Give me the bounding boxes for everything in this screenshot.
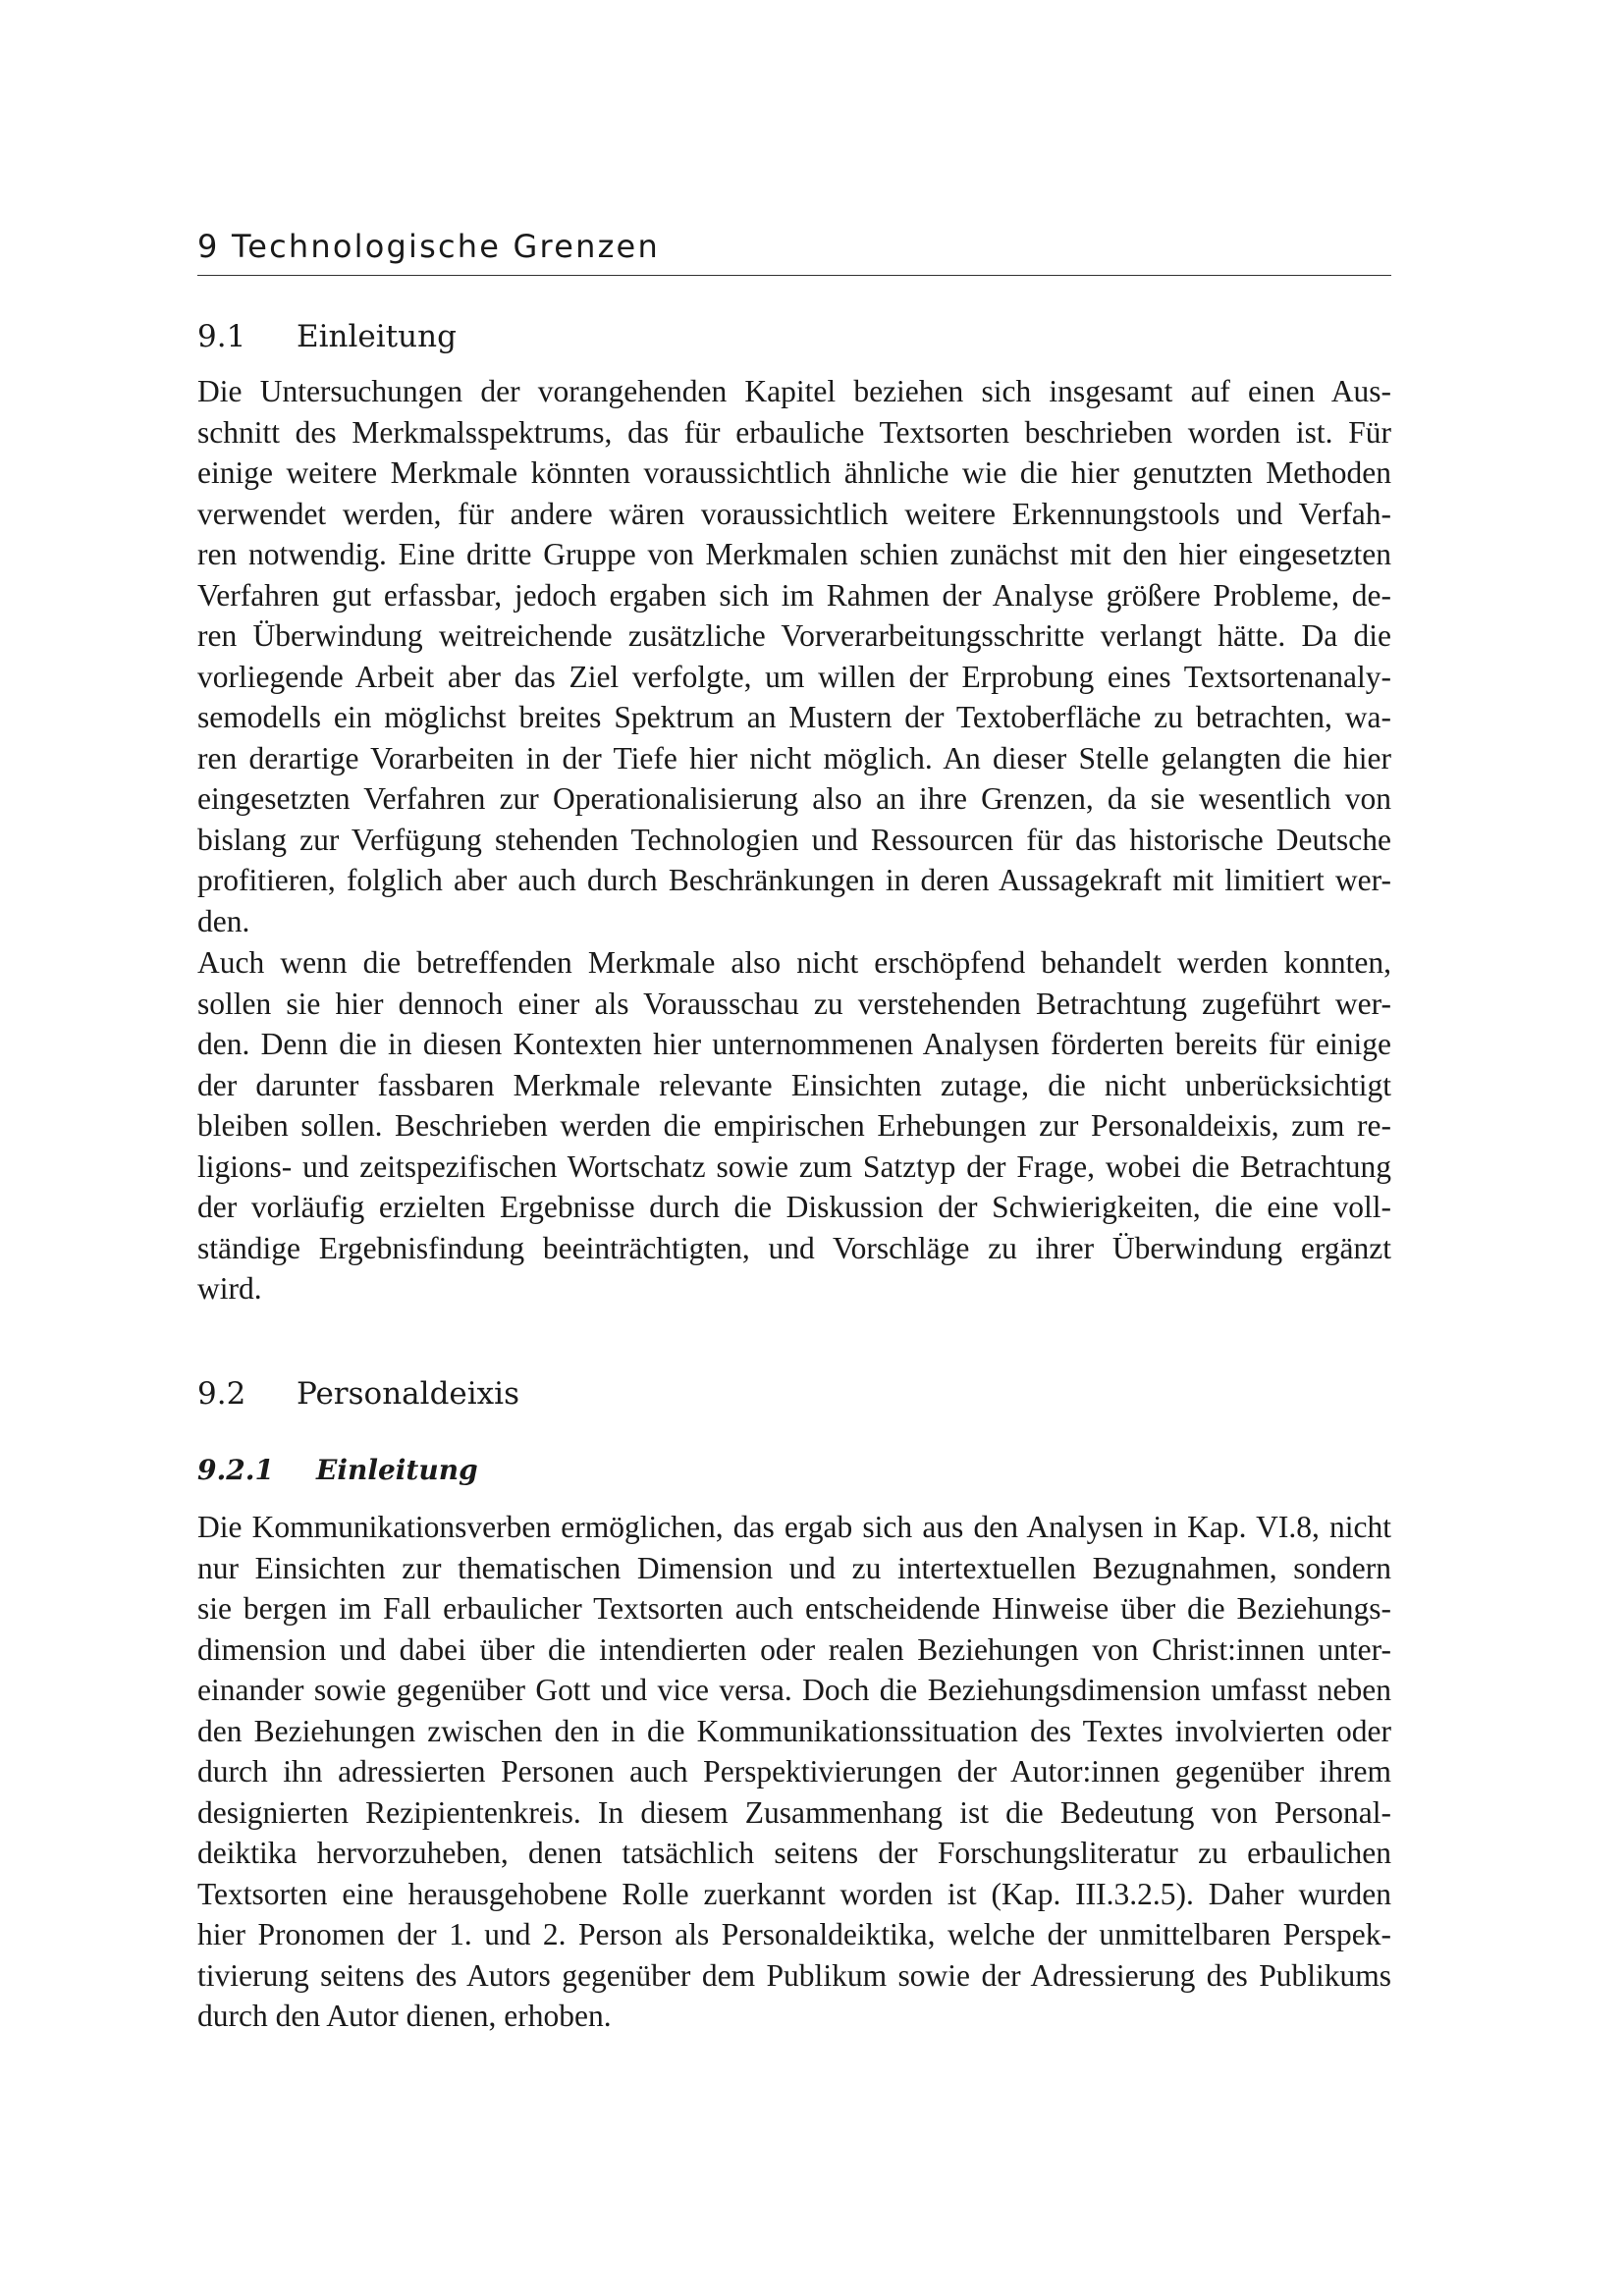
paragraph-9-1-a [197, 371, 1391, 941]
text-line: Die Kommunikationsverben ermöglichen, das ergab sich aus den Analysen in Kap. VI.8, nicht [197, 1510, 1391, 1544]
paragraph-9-2-1-a [197, 1507, 1391, 2037]
text-line: ren Überwindung weitreichende zusätzliche Vorverarbeitungsschritte verlangt hätte. Da die [197, 618, 1391, 653]
text-line: Textsorten eine herausgehobene Rolle zuerkannt worden ist (Kap. III.3.2.5). Daher wurden [197, 1876, 1391, 1911]
subsection-title: Einleitung [316, 1454, 478, 1486]
text-line: deiktika hervorzuheben, denen tatsächlich seitens der Forschungsliteratur zu erbaulichen [197, 1836, 1391, 1870]
text-line: Die Untersuchungen der vorangehenden Kapitel beziehen sich insgesamt auf einen Aus- [197, 374, 1391, 408]
subsection-heading-9-2-1 [197, 1451, 1391, 1490]
text-line: einige weitere Merkmale könnten voraussichtlich ähnliche wie die hier genutzten Methoden [197, 455, 1391, 490]
text-line: den. Denn die in diesen Kontexten hier unternommenen Analysen förderten bereits für einige [197, 1027, 1391, 1061]
chapter-heading [197, 224, 1391, 269]
text-line: semodells ein möglichst breites Spektrum an Mustern der Textoberfläche zu betrachten, wa- [197, 700, 1391, 734]
text-line: Auch wenn die betreffenden Merkmale also nicht erschöpfend behandelt werden konnten, [197, 945, 1391, 980]
section-number: 9.2 [197, 1376, 246, 1412]
text-line: designierten Rezipientenkreis. In diesem Zusammenhang ist die Bedeutung von Personal- [197, 1794, 1391, 1830]
text-line: vorliegende Arbeit aber das Ziel verfolgte, um willen der Erprobung eines Textsortenanaly- [197, 659, 1391, 694]
text-line: hier Pronomen der 1. und 2. Person als Personaldeiktika, welche der unmittelbaren Perspek- [197, 1917, 1391, 1951]
chapter-number: 9 [197, 228, 220, 265]
section-heading-9-2 [197, 1372, 1391, 1415]
text-line: profitieren, folglich aber auch durch Beschränkungen in deren Aussagekraft mit limitiert wer- [197, 863, 1391, 897]
subsection-number: 9.2.1 [197, 1454, 274, 1486]
section-title: Personaldeixis [297, 1376, 519, 1412]
text-line: sollen sie hier dennoch einer als Vorausschau zu verstehenden Betrachtung zugeführt wer- [197, 986, 1391, 1021]
text-line: schnitt des Merkmalsspektrums, das für erbauliche Textsorten beschrieben worden ist. Für [197, 414, 1391, 450]
text-line: ren notwendig. Eine dritte Gruppe von Merkmalen schien zunächst mit den hier eingesetzten [197, 537, 1391, 571]
text-line: einander sowie gegenüber Gott und vice versa. Doch die Beziehungsdimension umfasst neben [197, 1673, 1391, 1707]
text-line: dimension und dabei über die intendierten oder realen Beziehungen von Christ:innen unter- [197, 1631, 1391, 1667]
text-line: nur Einsichten zur thematischen Dimension und zu intertextuellen Bezugnahmen, sondern [197, 1550, 1391, 1585]
text-line: ligions- und zeitspezifischen Wortschatz sowie zum Satztyp der Frage, wobei die Betrachtung [197, 1148, 1391, 1184]
text-line: den Beziehungen zwischen den in die Kommunikationssituation des Textes involvierten oder [197, 1713, 1391, 1748]
section-number: 9.1 [197, 319, 246, 354]
text-line: ständige Ergebnisfindung beeinträchtigten, und Vorschläge zu ihrer Überwindung ergänzt [197, 1230, 1391, 1265]
text-line: den. [197, 903, 250, 938]
section-heading-9-1 [197, 315, 1391, 358]
chapter-title: Technologische Grenzen [231, 228, 660, 265]
text-line: eingesetzten Verfahren zur Operationalisierung also an ihre Grenzen, da sie wesentlich von [197, 781, 1391, 816]
section-title: Einleitung [297, 319, 457, 354]
text-line: tivierung seitens des Autors gegenüber dem Publikum sowie der Adressierung des Publikums [197, 1957, 1391, 1993]
text-line: durch den Autor dienen, erhoben. [197, 1999, 612, 2033]
text-line: verwendet werden, für andere wären voraussichtlich weitere Erkennungstools und Verfah- [197, 496, 1391, 531]
paragraph-9-1-b [197, 942, 1391, 1309]
text-line: bislang zur Verfügung stehenden Technologien und Ressourcen für das historische Deutsche [197, 822, 1391, 857]
text-line: sie bergen im Fall erbaulicher Textsorten auch entscheidende Hinweise über die Beziehungs- [197, 1591, 1391, 1626]
text-line: ren derartige Vorarbeiten in der Tiefe hier nicht möglich. An dieser Stelle gelangten die hier [197, 740, 1391, 775]
text-line: wird. [197, 1271, 262, 1306]
text-line: der darunter fassbaren Merkmale relevante Einsichten zutage, die nicht unberücksichtigt [197, 1067, 1391, 1102]
text-line: Verfahren gut erfassbar, jedoch ergaben sich im Rahmen der Analyse größere Probleme, de- [197, 577, 1391, 613]
text-line: bleiben sollen. Beschrieben werden die empirischen Erhebungen zur Personaldeixis, zum re- [197, 1108, 1391, 1143]
text-line: der vorläufig erzielten Ergebnisse durch die Diskussion der Schwierigkeiten, die eine voll- [197, 1190, 1391, 1224]
text-line: durch ihn adressierten Personen auch Perspektivierungen der Autor:innen gegenüber ihrem [197, 1754, 1391, 1789]
chapter-heading-rule [197, 275, 1391, 276]
